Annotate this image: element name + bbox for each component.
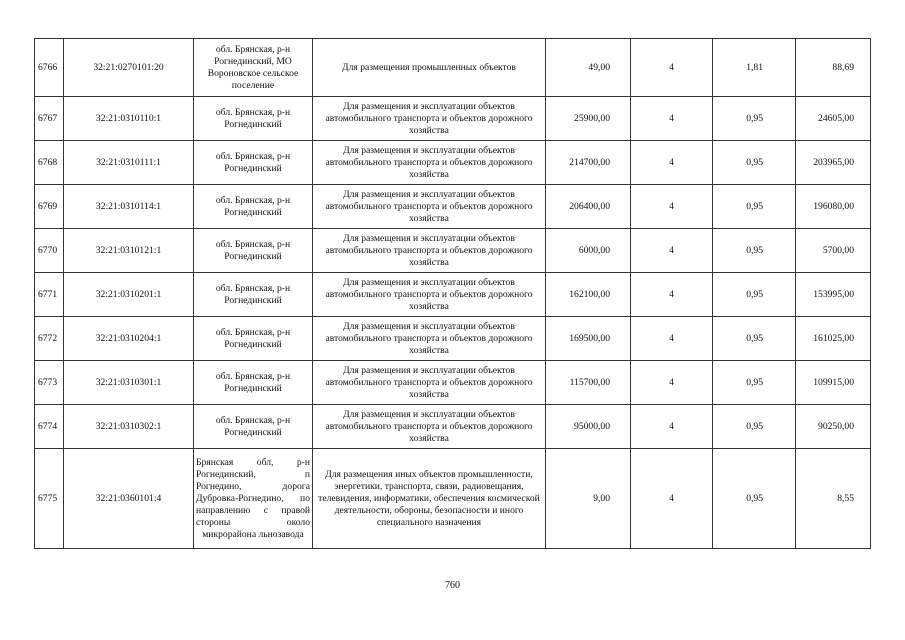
table-row: [35, 97, 871, 141]
address: обл. Брянская, р-н Рогнединский: [194, 185, 313, 229]
table-row: [35, 273, 871, 317]
permitted-use: Для размещения и эксплуатации объектов автомобильного транспорта и объектов дорожного хозяйства: [313, 361, 546, 405]
row-number: 6775: [35, 449, 64, 549]
address: обл. Брянская, р-н Рогнединский: [194, 317, 313, 361]
cadastral-number: 32:21:0360101:4: [64, 449, 194, 549]
category: 4: [631, 141, 713, 185]
permitted-use: Для размещения и эксплуатации объектов автомобильного транспорта и объектов дорожного хозяйства: [313, 185, 546, 229]
address: обл. Брянская, р-н Рогнединский: [194, 141, 313, 185]
cadastral-number: 32:21:0310110:1: [64, 97, 194, 141]
value: 206400,00: [546, 185, 631, 229]
cadastral-number: 32:21:0310201:1: [64, 273, 194, 317]
table-row: [35, 229, 871, 273]
row-number: 6766: [35, 39, 64, 97]
category: 4: [631, 405, 713, 449]
result: 88,69: [796, 39, 871, 97]
permitted-use: Для размещения и эксплуатации объектов автомобильного транспорта и объектов дорожного хозяйства: [313, 273, 546, 317]
coefficient: 0,95: [713, 97, 796, 141]
permitted-use: Для размещения и эксплуатации объектов автомобильного транспорта и объектов дорожного хозяйства: [313, 229, 546, 273]
permitted-use: Для размещения и эксплуатации объектов автомобильного транспорта и объектов дорожного хозяйства: [313, 405, 546, 449]
category: 4: [631, 97, 713, 141]
cadastral-number: 32:21:0310301:1: [64, 361, 194, 405]
row-number: 6769: [35, 185, 64, 229]
value: 6000,00: [546, 229, 631, 273]
permitted-use: Для размещения промышленных объектов: [313, 39, 546, 97]
address: обл. Брянская, р-н Рогнединский: [194, 361, 313, 405]
table-row: [35, 185, 871, 229]
category: 4: [631, 39, 713, 97]
table-row: [35, 405, 871, 449]
table-row: [35, 39, 871, 97]
coefficient: 0,95: [713, 405, 796, 449]
coefficient: 0,95: [713, 141, 796, 185]
coefficient: 0,95: [713, 185, 796, 229]
coefficient: 1,81: [713, 39, 796, 97]
coefficient: 0,95: [713, 317, 796, 361]
address: обл. Брянская, р-н Рогнединский, МО Вороновское сельское поселение: [194, 39, 313, 97]
permitted-use: Для размещения иных объектов промышленности, энергетики, транспорта, связи, радиовещания, телевидения, информатики, обеспечения космической деятельности, обороны, безопасности и иного специального назначения: [313, 449, 546, 549]
category: 4: [631, 361, 713, 405]
value: 162100,00: [546, 273, 631, 317]
address: Брянская обл, р-н Рогнединский, п Рогнедино, дорога Дубровка-Рогнедино, по направлению с правой стороны около микрорайона льнозавода: [194, 449, 313, 549]
table-row: [35, 449, 871, 549]
category: 4: [631, 273, 713, 317]
address: обл. Брянская, р-н Рогнединский: [194, 229, 313, 273]
land-plots-table: [34, 38, 871, 549]
coefficient: 0,95: [713, 361, 796, 405]
address: обл. Брянская, р-н Рогнединский: [194, 273, 313, 317]
category: 4: [631, 317, 713, 361]
permitted-use: Для размещения и эксплуатации объектов автомобильного транспорта и объектов дорожного хозяйства: [313, 141, 546, 185]
category: 4: [631, 449, 713, 549]
address: обл. Брянская, р-н Рогнединский: [194, 97, 313, 141]
result: 24605,00: [796, 97, 871, 141]
table-row: [35, 317, 871, 361]
value: 49,00: [546, 39, 631, 97]
result: 196080,00: [796, 185, 871, 229]
cadastral-number: 32:21:0310111:1: [64, 141, 194, 185]
result: 5700,00: [796, 229, 871, 273]
row-number: 6773: [35, 361, 64, 405]
cadastral-number: 32:21:0310204:1: [64, 317, 194, 361]
result: 109915,00: [796, 361, 871, 405]
result: 8,55: [796, 449, 871, 549]
value: 169500,00: [546, 317, 631, 361]
result: 90250,00: [796, 405, 871, 449]
result: 161025,00: [796, 317, 871, 361]
coefficient: 0,95: [713, 449, 796, 549]
permitted-use: Для размещения и эксплуатации объектов автомобильного транспорта и объектов дорожного хозяйства: [313, 97, 546, 141]
address: обл. Брянская, р-н Рогнединский: [194, 405, 313, 449]
result: 203965,00: [796, 141, 871, 185]
value: 9,00: [546, 449, 631, 549]
row-number: 6774: [35, 405, 64, 449]
row-number: 6772: [35, 317, 64, 361]
row-number: 6771: [35, 273, 64, 317]
cadastral-number: 32:21:0270101:20: [64, 39, 194, 97]
table-row: [35, 141, 871, 185]
permitted-use: Для размещения и эксплуатации объектов автомобильного транспорта и объектов дорожного хозяйства: [313, 317, 546, 361]
value: 25900,00: [546, 97, 631, 141]
value: 95000,00: [546, 405, 631, 449]
result: 153995,00: [796, 273, 871, 317]
page-number: 760: [445, 580, 460, 591]
row-number: 6767: [35, 97, 64, 141]
category: 4: [631, 185, 713, 229]
value: 115700,00: [546, 361, 631, 405]
row-number: 6768: [35, 141, 64, 185]
coefficient: 0,95: [713, 229, 796, 273]
cadastral-number: 32:21:0310302:1: [64, 405, 194, 449]
row-number: 6770: [35, 229, 64, 273]
value: 214700,00: [546, 141, 631, 185]
coefficient: 0,95: [713, 273, 796, 317]
cadastral-number: 32:21:0310114:1: [64, 185, 194, 229]
cadastral-number: 32:21:0310121:1: [64, 229, 194, 273]
table-row: [35, 361, 871, 405]
category: 4: [631, 229, 713, 273]
